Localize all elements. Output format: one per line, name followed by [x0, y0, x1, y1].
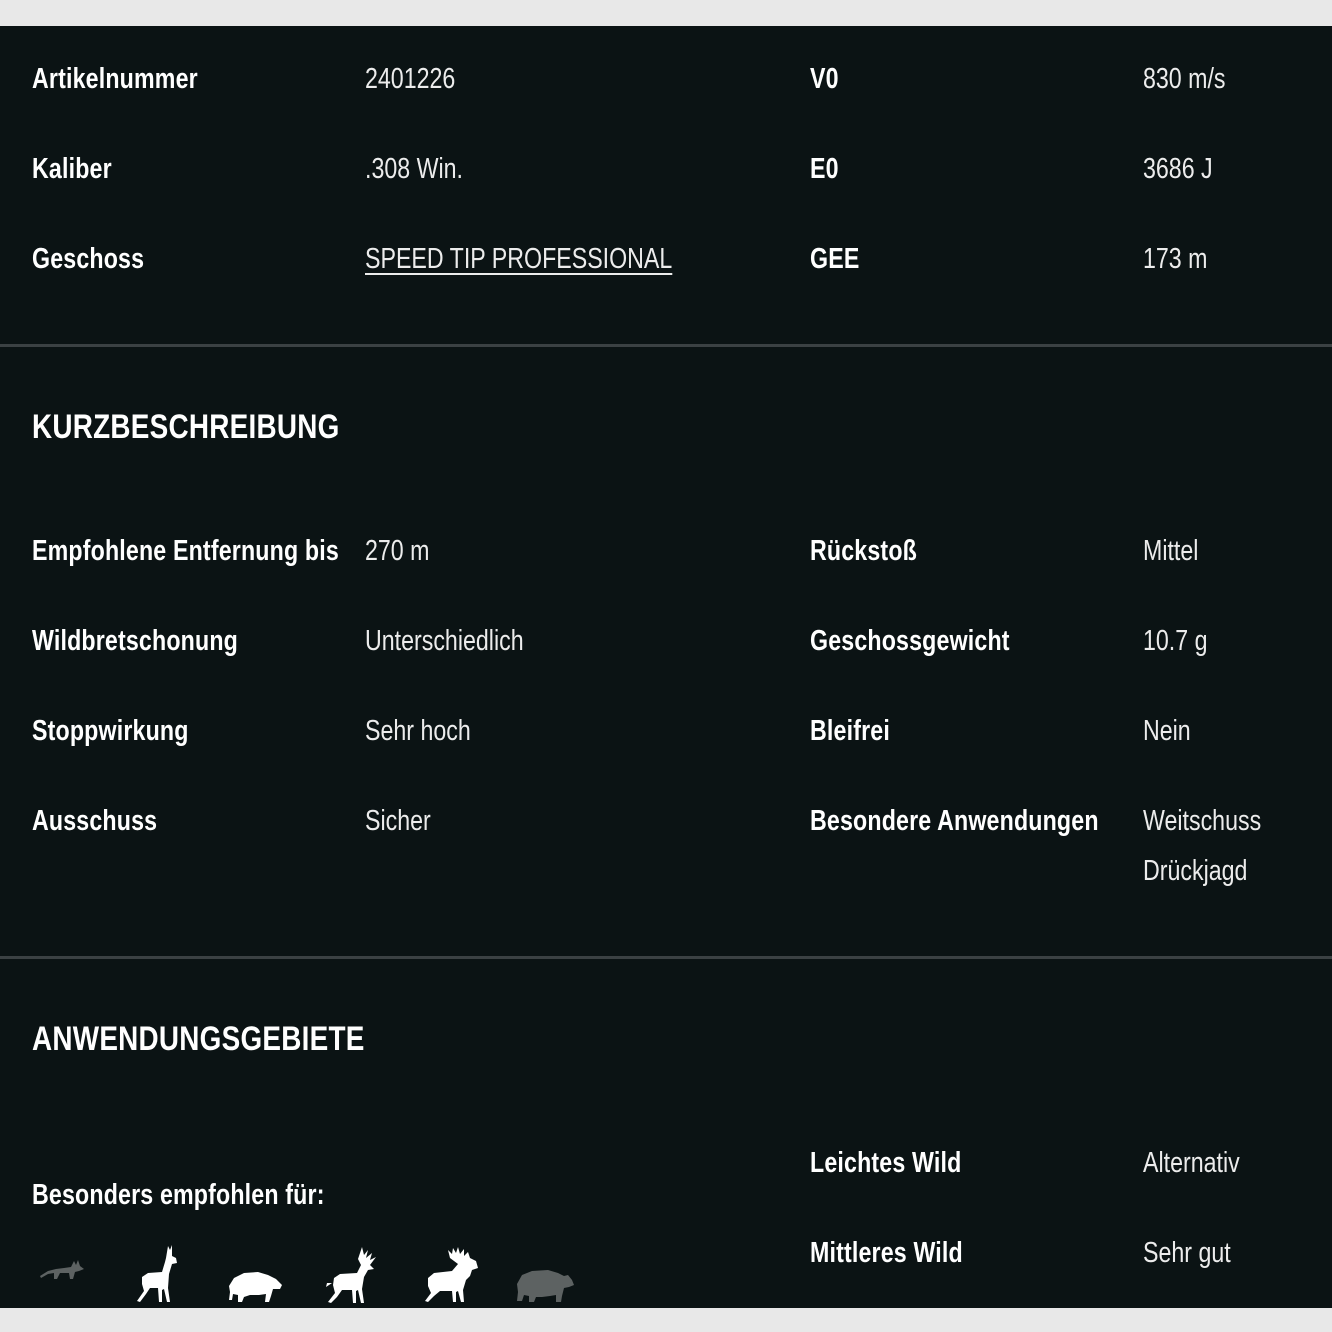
- spec-value-bleifrei: Nein: [1143, 715, 1191, 747]
- spec-label-rueckstoss: Rückstoß: [810, 535, 917, 567]
- wild-boar-icon: [226, 1266, 284, 1304]
- spec-label-gee: GEE: [810, 243, 860, 275]
- spec-label-geschoss: Geschoss: [32, 243, 145, 275]
- spec-label-bleifrei: Bleifrei: [810, 715, 890, 747]
- spec-label-v0: V0: [810, 63, 839, 95]
- spec-value-leichtes-wild: Alternativ: [1143, 1147, 1240, 1179]
- spec-value-artikelnummer: 2401226: [365, 63, 456, 95]
- recommended-for-label: Besonders empfohlen für:: [32, 1179, 325, 1211]
- spec-label-artikelnummer: Artikelnummer: [32, 63, 198, 95]
- section-divider: [0, 956, 1332, 959]
- red-deer-icon: [322, 1243, 382, 1305]
- bear-icon: [514, 1266, 576, 1304]
- geschoss-link[interactable]: SPEED TIP PROFESSIONAL: [365, 243, 673, 275]
- fox-icon: [38, 1252, 86, 1280]
- spec-label-mittleres-wild: Mittleres Wild: [810, 1237, 963, 1269]
- section-divider: [0, 344, 1332, 347]
- spec-label-kaliber: Kaliber: [32, 153, 112, 185]
- spec-value-ausschuss: Sicher: [365, 805, 431, 837]
- spec-value-entfernung: 270 m: [365, 535, 430, 567]
- spec-label-ausschuss: Ausschuss: [32, 805, 158, 837]
- spec-value-mittleres-wild: Sehr gut: [1143, 1237, 1231, 1269]
- section-title-kurzbeschreibung: KURZBESCHREIBUNG: [32, 408, 340, 446]
- spec-label-geschossgewicht: Geschossgewicht: [810, 625, 1010, 657]
- spec-label-e0: E0: [810, 153, 839, 185]
- spec-value-rueckstoss: Mittel: [1143, 535, 1199, 567]
- spec-value-geschossgewicht: 10.7 g: [1143, 625, 1208, 657]
- spec-label-entfernung: Empfohlene Entfernung bis: [32, 535, 339, 567]
- spec-value-besondere-anwendungen-1: Weitschuss: [1143, 805, 1262, 837]
- spec-value-e0: 3686 J: [1143, 153, 1213, 185]
- roe-deer-icon: [132, 1244, 182, 1306]
- spec-label-leichtes-wild: Leichtes Wild: [810, 1147, 962, 1179]
- spec-value-kaliber: .308 Win.: [365, 153, 463, 185]
- spec-value-wildbretschonung: Unterschiedlich: [365, 625, 524, 657]
- spec-label-besondere-anwendungen: Besondere Anwendungen: [810, 805, 1099, 837]
- spec-value-gee: 173 m: [1143, 243, 1208, 275]
- spec-value-stoppwirkung: Sehr hoch: [365, 715, 471, 747]
- spec-label-stoppwirkung: Stoppwirkung: [32, 715, 189, 747]
- section-title-anwendungsgebiete: ANWENDUNGSGEBIETE: [32, 1020, 365, 1058]
- spec-value-besondere-anwendungen-2: Drückjagd: [1143, 855, 1248, 887]
- spec-label-wildbretschonung: Wildbretschonung: [32, 625, 238, 657]
- product-specs-panel: [0, 26, 1332, 1308]
- spec-value-v0: 830 m/s: [1143, 63, 1226, 95]
- moose-icon: [418, 1246, 480, 1304]
